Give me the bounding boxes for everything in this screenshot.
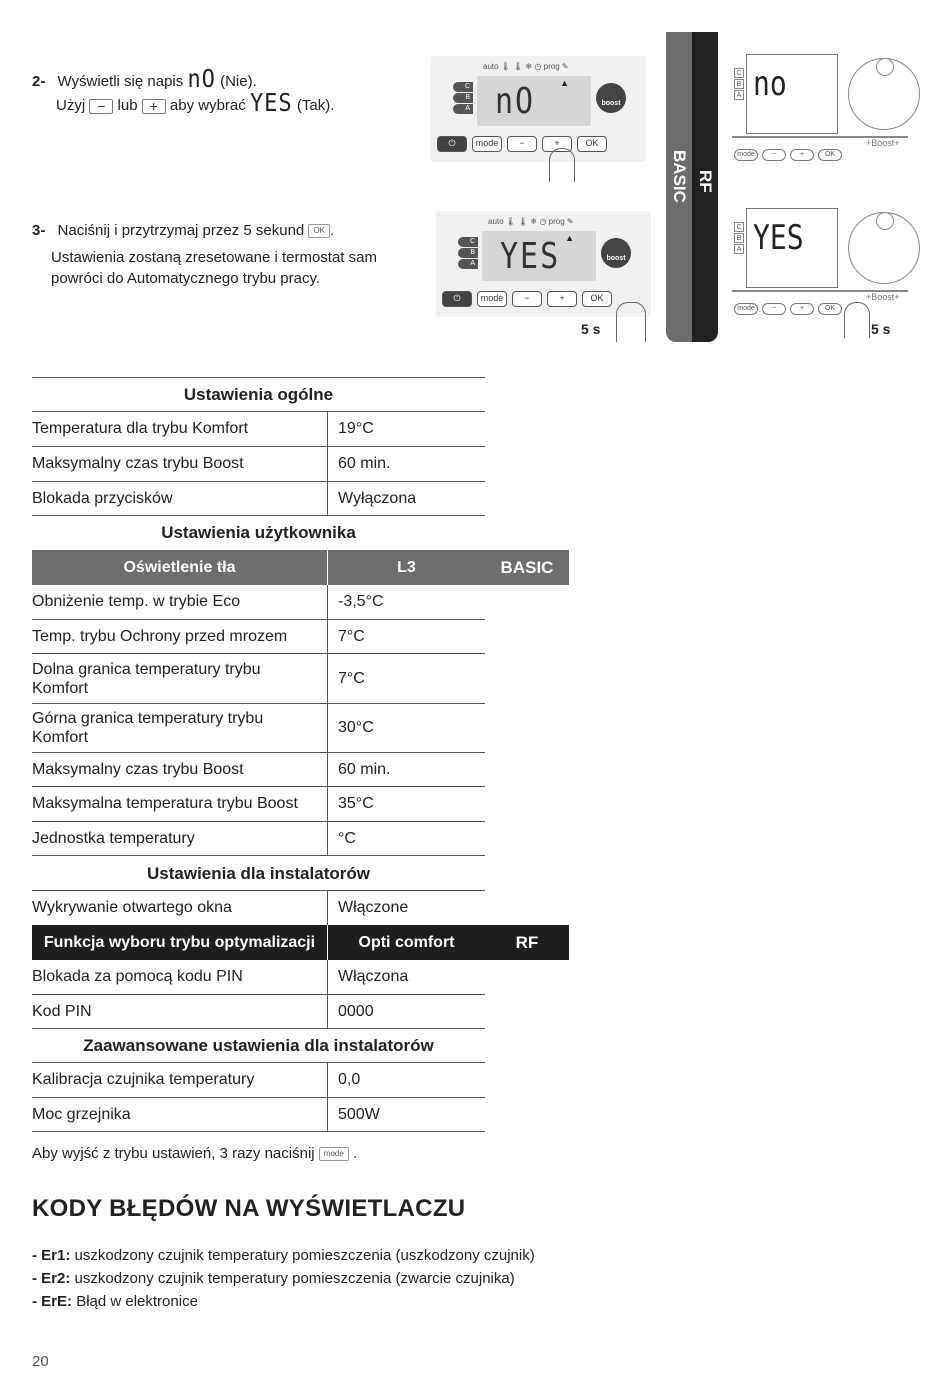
minus-key-icon: − — [89, 99, 113, 114]
list-item: - Er2: uszkodzony czujnik temperatury pomieszczenia (zwarcie czujnika) — [32, 1270, 515, 1287]
table-row — [32, 620, 485, 654]
rf-button-row — [734, 303, 842, 315]
minus-button[interactable]: − — [512, 291, 542, 307]
row-label: Maksymalny czas trybu Boost — [32, 760, 244, 778]
display-yes-glyph: YES — [249, 89, 293, 118]
table-row — [32, 822, 485, 856]
section-advanced: Zaawansowane ustawienia dla instalatorów — [32, 1029, 485, 1063]
page-number: 20 — [32, 1353, 49, 1370]
abc-b: B — [458, 248, 478, 258]
abc-a: A — [458, 259, 478, 269]
table-row — [32, 482, 485, 516]
abc-indicator — [734, 222, 744, 255]
error-code: Er1: — [41, 1247, 71, 1264]
row-value: Wyłączona — [327, 482, 485, 515]
table-row — [32, 585, 485, 620]
table-row — [32, 704, 485, 753]
ok-button[interactable]: OK — [577, 136, 607, 152]
error-desc: Błąd w elektronice — [76, 1293, 198, 1310]
step-2-text-yes: (Tak). — [296, 97, 335, 114]
optimization-row — [32, 925, 569, 960]
step-2-text-choose: aby wybrać — [169, 97, 246, 114]
table-row — [32, 1098, 485, 1132]
row-value: 35°C — [327, 787, 485, 821]
step-2-text-or: lub — [117, 97, 138, 114]
abc-b: B — [453, 93, 473, 103]
row-value: 60 min. — [327, 753, 485, 786]
row-value: Opti comfort — [327, 925, 485, 960]
step-3 — [32, 219, 334, 243]
dial-knob-center — [876, 58, 894, 76]
step-3-period: . — [330, 222, 335, 239]
error-code: Er2: — [41, 1270, 71, 1287]
row-label: Blokada za pomocą kodu PIN — [32, 968, 243, 985]
row-value: 7°C — [327, 620, 485, 653]
rf-boost-label: +Boost+ — [866, 292, 900, 302]
row-value: Włączona — [327, 960, 485, 994]
table-row — [32, 1063, 485, 1098]
step-2-line-2 — [56, 89, 335, 118]
rf-tab — [692, 32, 718, 342]
rf-lcd-text-yes: YES — [753, 217, 804, 258]
finger-icon — [844, 302, 870, 338]
abc-indicator — [734, 68, 744, 101]
step-3-body: Ustawienia zostaną zresetowane i termostat sam powróci do Automatycznego trybu pracy. — [51, 249, 377, 287]
row-value: 0,0 — [327, 1063, 485, 1097]
abc-c: C — [734, 68, 744, 78]
device-basic-panel-yes — [436, 211, 651, 317]
basic-tab-label: BASIC — [670, 150, 689, 203]
error-code: ErE: — [41, 1293, 73, 1310]
abc-c: C — [734, 222, 744, 232]
rf-plus-button[interactable]: + — [790, 149, 814, 161]
rf-ok-button[interactable]: OK — [818, 303, 842, 315]
row-label: Blokada przycisków — [32, 489, 173, 507]
step-2-text-use: Użyj — [56, 97, 86, 114]
rf-lcd-screen — [746, 54, 838, 134]
row-label: Moc grzejnika — [32, 1105, 131, 1123]
rf-tag: RF — [515, 932, 539, 952]
row-label: Kalibracja czujnika temperatury — [32, 1071, 255, 1088]
mode-button[interactable]: mode — [477, 291, 507, 307]
mode-icons-row: auto 🌡 🌡 ❄ ◷ prog ✎ — [488, 217, 574, 226]
row-value: L3 — [327, 550, 485, 585]
row-value: °C — [327, 822, 485, 855]
lcd-text-no: nO — [495, 80, 536, 123]
errors-heading: KODY BŁĘDÓW NA WYŚWIETLACZU — [32, 1195, 466, 1222]
list-item: - ErE: Błąd w elektronice — [32, 1293, 198, 1310]
row-label: Wykrywanie otwartego okna — [32, 899, 232, 916]
mode-button[interactable]: mode — [472, 136, 502, 152]
row-value: 19°C — [327, 412, 485, 446]
step-2 — [32, 65, 257, 94]
step-2-number: 2- — [32, 73, 46, 90]
row-label: Oświetlenie tła — [123, 558, 236, 576]
device-rf-no — [732, 54, 908, 166]
device-basic-panel-no — [431, 56, 646, 162]
mode-key-icon: mode — [319, 1147, 349, 1161]
table-row — [32, 412, 485, 447]
abc-a: A — [453, 104, 473, 114]
dial-knob-center — [876, 212, 894, 230]
power-button[interactable]: ⏻ — [437, 136, 467, 152]
row-value: 30°C — [327, 704, 485, 752]
boost-button[interactable]: boost — [601, 238, 631, 268]
row-value: 7°C — [327, 654, 485, 703]
backlight-row — [32, 550, 569, 585]
ok-key-icon: OK — [308, 224, 330, 238]
lcd-screen — [482, 231, 596, 281]
row-value: -3,5°C — [327, 585, 485, 619]
error-desc: uszkodzony czujnik temperatury pomieszczenia (zwarcie czujnika) — [74, 1270, 515, 1287]
step-3-number: 3- — [32, 222, 46, 239]
button-row — [442, 291, 612, 307]
rf-minus-button[interactable]: − — [762, 149, 786, 161]
power-button[interactable]: ⏻ — [442, 291, 472, 307]
row-value: 60 min. — [327, 447, 485, 481]
section-user: Ustawienia użytkownika — [161, 523, 356, 542]
basic-tag: BASIC — [500, 557, 554, 577]
section-installer: Ustawienia dla instalatorów — [32, 856, 485, 891]
row-label: Maksymalna temperatura trybu Boost — [32, 795, 298, 812]
arrow-up-icon: ▲ — [560, 78, 569, 88]
step-2-text-a: Wyświetli się napis — [57, 73, 184, 90]
error-desc: uszkodzony czujnik temperatury pomieszczenia (uszkodzony czujnik) — [74, 1247, 535, 1264]
abc-b: B — [734, 233, 744, 243]
hold-time-rf: 5 s — [871, 321, 891, 337]
exit-note-end: . — [352, 1145, 358, 1162]
section-general: Ustawienia ogólne — [32, 378, 485, 412]
row-label: Temp. trybu Ochrony przed mrozem — [32, 627, 288, 645]
row-label: Funkcja wyboru trybu optymalizacji — [43, 933, 316, 951]
row-label: Maksymalny czas trybu Boost — [32, 455, 244, 472]
row-label: Obniżenie temp. w trybie Eco — [32, 593, 241, 610]
exit-note-text: Aby wyjść z trybu ustawień, 3 razy naciśnij — [32, 1145, 315, 1162]
table-row — [32, 654, 485, 704]
abc-c: C — [453, 82, 473, 92]
rf-minus-button[interactable]: − — [762, 303, 786, 315]
boost-button[interactable]: boost — [596, 83, 626, 113]
row-value: Włączone — [327, 891, 485, 925]
plus-button[interactable]: + — [542, 136, 572, 152]
row-label: Dolna granica temperatury trybu Komfort — [32, 660, 261, 697]
rf-tab-label: RF — [696, 170, 715, 193]
step-2-text-b: (Nie). — [220, 73, 257, 90]
minus-button[interactable]: − — [507, 136, 537, 152]
rf-button-row — [734, 149, 842, 161]
button-row — [437, 136, 607, 152]
table-row — [32, 447, 485, 482]
plus-button[interactable]: + — [547, 291, 577, 307]
abc-a: A — [734, 90, 744, 100]
row-value: 500W — [327, 1098, 485, 1131]
rf-ok-button[interactable]: OK — [818, 149, 842, 161]
finger-icon — [549, 148, 575, 182]
rf-mode-button[interactable]: mode — [734, 303, 758, 315]
ok-button[interactable]: OK — [582, 291, 612, 307]
rf-plus-button[interactable]: + — [790, 303, 814, 315]
list-item: - Er1: uszkodzony czujnik temperatury pomieszczenia (uszkodzony czujnik) — [32, 1247, 535, 1264]
display-no-glyph: nO — [187, 65, 216, 94]
error-list — [32, 1244, 535, 1313]
lcd-screen — [477, 76, 591, 126]
rf-mode-button[interactable]: mode — [734, 149, 758, 161]
rf-boost-label: +Boost+ — [866, 138, 900, 148]
row-label: Temperatura dla trybu Komfort — [32, 420, 249, 437]
hold-time-basic: 5 s — [581, 321, 601, 337]
table-row — [32, 753, 485, 787]
device-rf-yes — [732, 208, 908, 320]
table-row — [32, 960, 485, 995]
lcd-text-yes: YES — [500, 235, 561, 278]
exit-note — [32, 1145, 357, 1162]
mode-icons-row: auto 🌡 🌡 ❄ ◷ prog ✎ — [483, 62, 569, 71]
abc-b: B — [734, 79, 744, 89]
row-label: Górna granica temperatury trybu Komfort — [32, 710, 264, 746]
step-3-text: Naciśnij i przytrzymaj przez 5 sekund — [57, 222, 305, 239]
arrow-up-icon: ▲ — [565, 233, 574, 243]
table-row — [32, 787, 485, 822]
table-row — [32, 891, 485, 925]
basic-tab — [666, 32, 694, 342]
abc-indicator — [453, 82, 473, 115]
row-label: Kod PIN — [32, 1002, 92, 1020]
row-value: 0000 — [327, 995, 485, 1028]
row-label: Jednostka temperatury — [32, 829, 195, 847]
abc-indicator — [458, 237, 478, 270]
abc-a: A — [734, 244, 744, 254]
finger-icon — [616, 302, 646, 342]
table-row — [32, 995, 485, 1029]
abc-c: C — [458, 237, 478, 247]
plus-key-icon: + — [142, 99, 166, 114]
rf-lcd-text-no: no — [753, 63, 787, 104]
rf-lcd-screen — [746, 208, 838, 288]
